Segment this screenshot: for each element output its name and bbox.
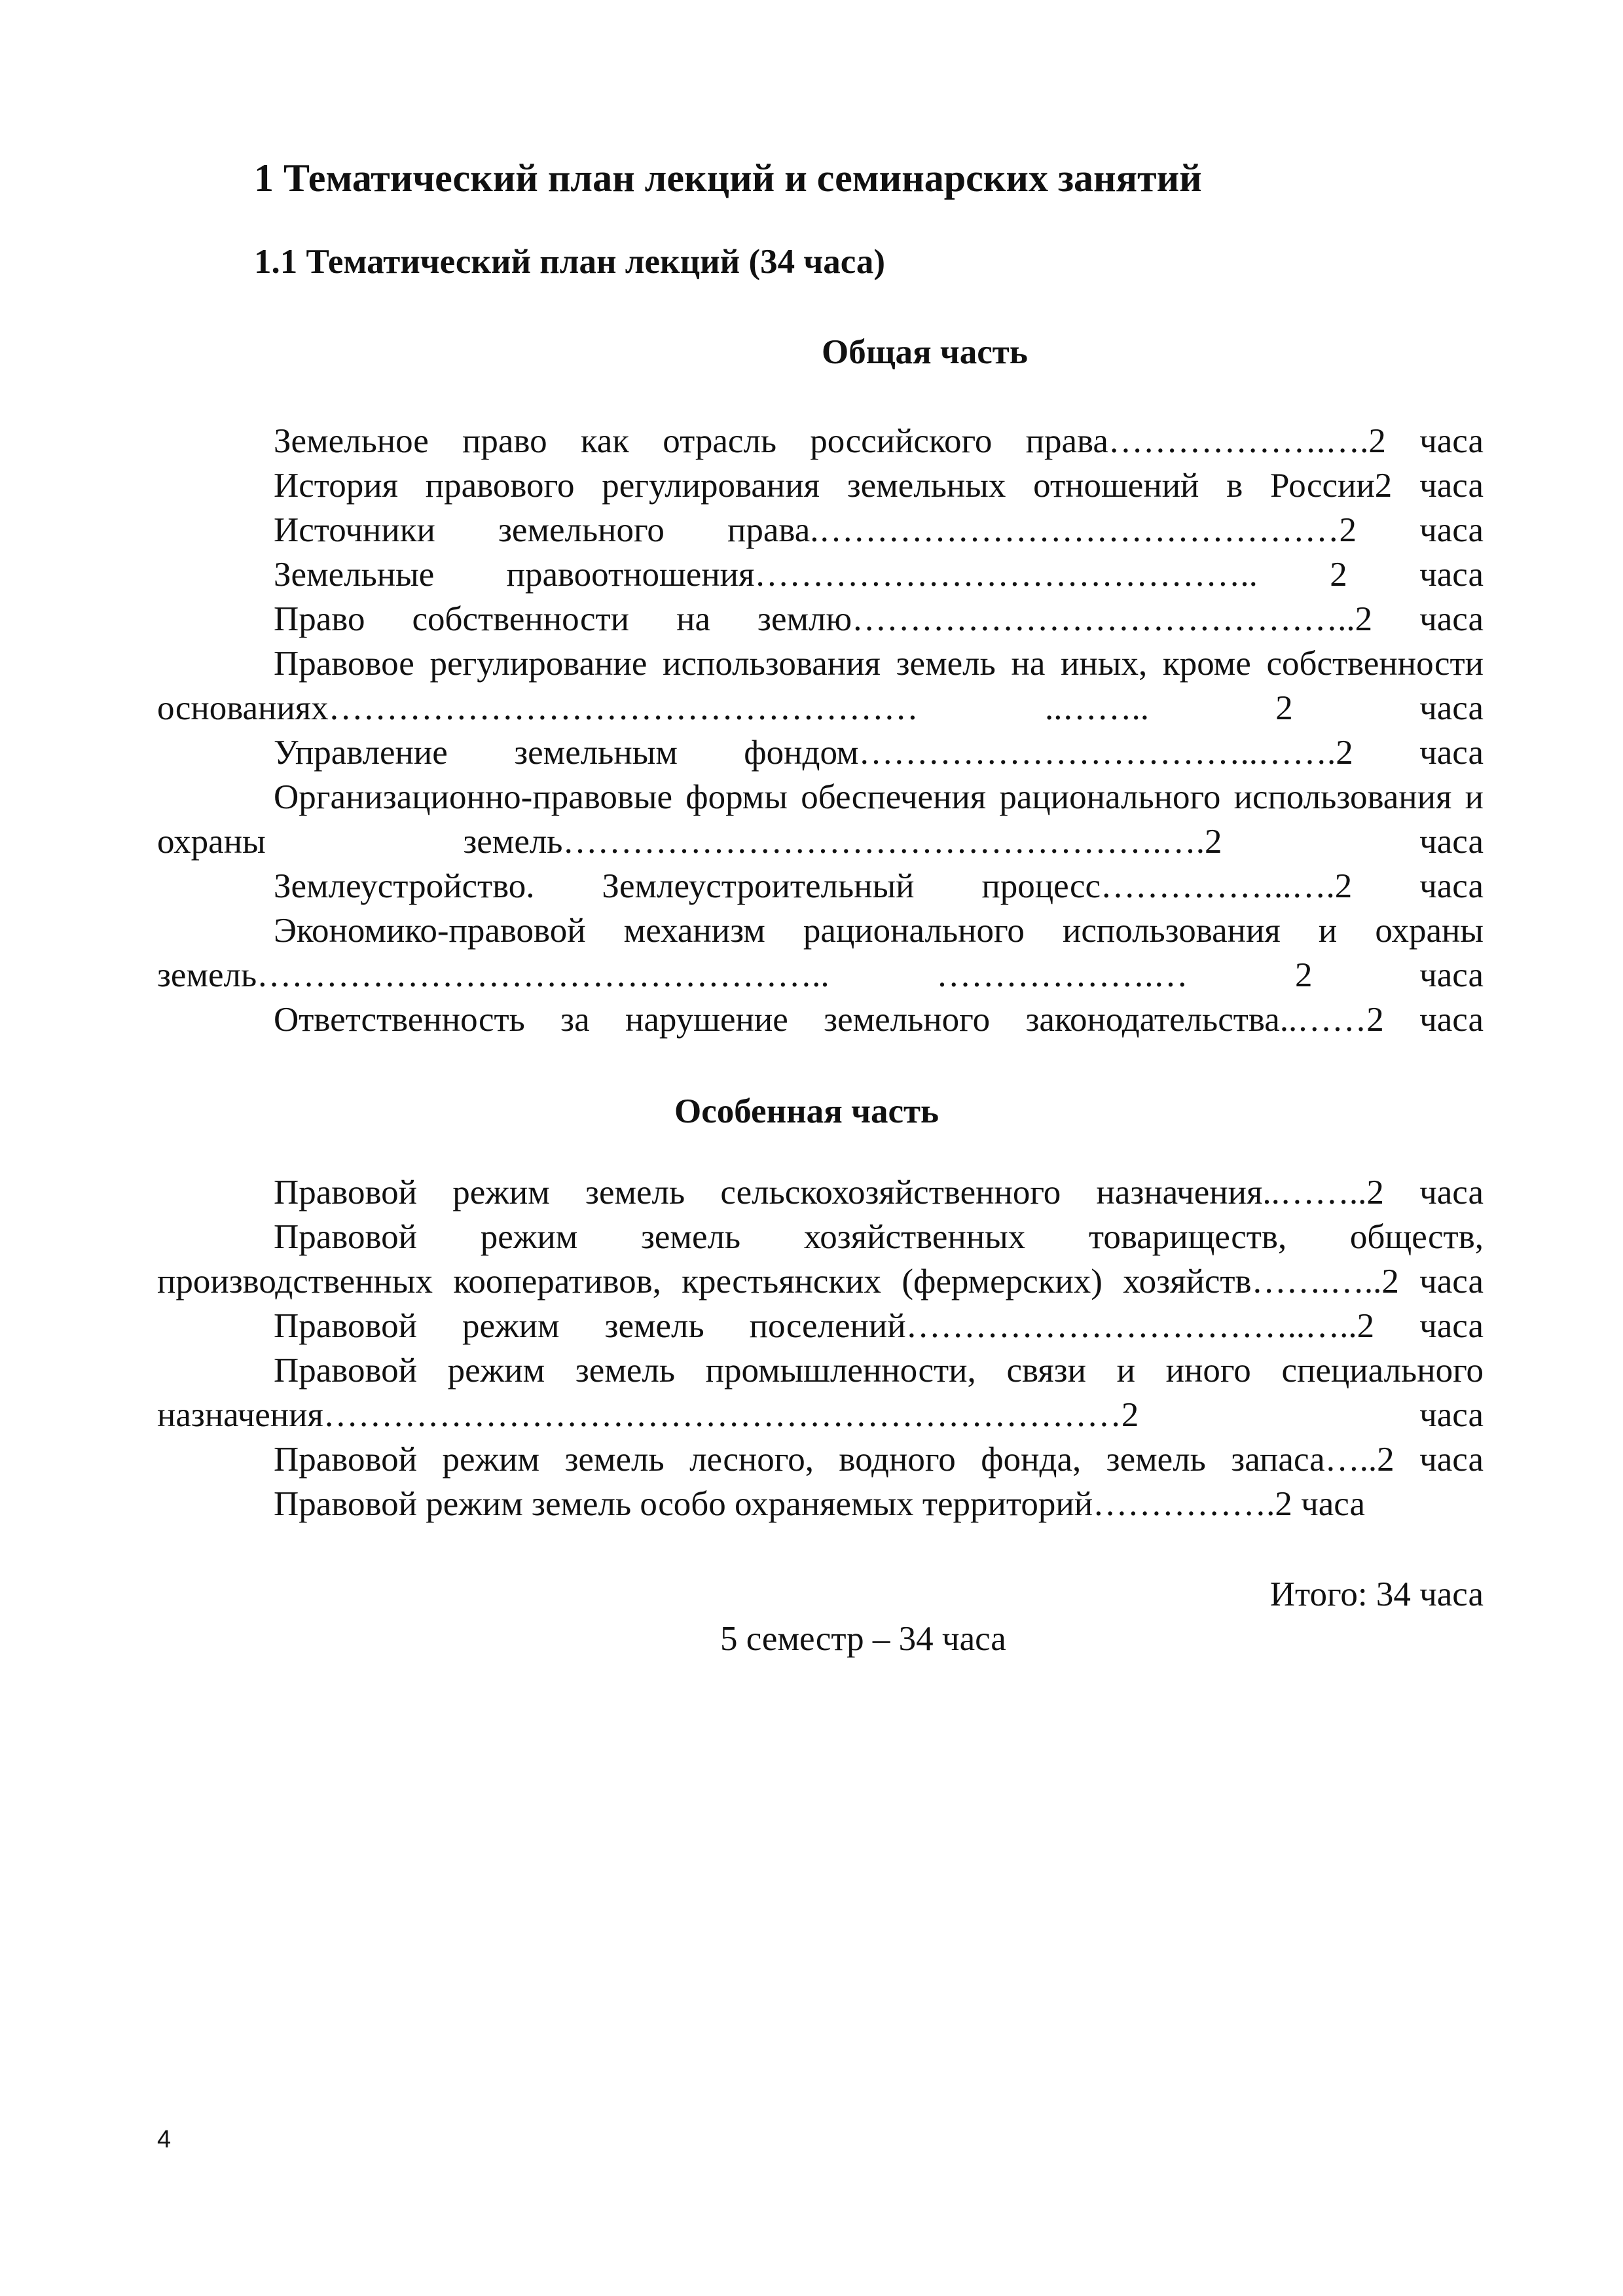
list-item: Источники земельного права.………………………………………2 часа	[274, 511, 1484, 549]
page-title: 1 Тематический план лекций и семинарских занятий	[254, 156, 1202, 200]
list-item: Организационно-правовые формы обеспечения рационального использования и охраны земель…………………………………………….….2 часа	[157, 778, 1484, 861]
special-part-list	[157, 1170, 1484, 1526]
list-item: Правовой режим земель поселений……………………………..…..2 часа	[274, 1307, 1484, 1345]
list-item: Землеустройство. Землеустроительный процесс……………..….2 часа	[274, 867, 1484, 905]
list-item: История правового регулирования земельных отношений в России2 часа	[274, 467, 1484, 505]
special-part-heading: Особенная часть	[674, 1092, 939, 1130]
list-item: Правовой режим земель промышленности, связи и иного специального назначения……………………………………………………………2 часа	[157, 1352, 1484, 1434]
list-item: Земельные правоотношения…………………………………….. 2 часа	[274, 556, 1484, 594]
list-item: Правовой режим земель сельскохозяйственного назначения..……..2 часа	[274, 1174, 1484, 1211]
list-item: Правовой режим земель хозяйственных товариществ, обществ, производственных кооперативов, крестьянских (фермерских) хозяйств…….…..2 часа	[157, 1218, 1484, 1300]
list-item: Управление земельным фондом……………………………..…….2 часа	[274, 734, 1484, 772]
list-item: Земельное право как отрасль российского права……………….….2 часа	[274, 422, 1484, 460]
list-item: Экономико-правовой механизм рационального использования и охраны земель………………………………………….. ……………….… 2 часа	[157, 912, 1484, 994]
general-part-heading: Общая часть	[822, 333, 1028, 371]
section-title: 1.1 Тематический план лекций (34 часа)	[254, 243, 886, 281]
list-item: Ответственность за нарушение земельного законодательства..……2 часа	[274, 1001, 1484, 1039]
list-item: Правовой режим земель лесного, водного фонда, земель запаса…..2 часа	[274, 1441, 1484, 1479]
general-part-list	[157, 419, 1484, 1042]
semester-hours: 5 семестр – 34 часа	[720, 1620, 1006, 1658]
total-hours: Итого: 34 часа	[1269, 1575, 1484, 1613]
list-item: Правовой режим земель особо охраняемых территорий…………….2 часа	[274, 1485, 1365, 1523]
list-item: Право собственности на землю……………………………………..2 часа	[274, 600, 1484, 638]
list-item: Правовое регулирование использования земель на иных, кроме собственности основаниях…………………………………………… ..…….. 2 часа	[157, 645, 1484, 727]
page-number: 4	[157, 2126, 172, 2153]
